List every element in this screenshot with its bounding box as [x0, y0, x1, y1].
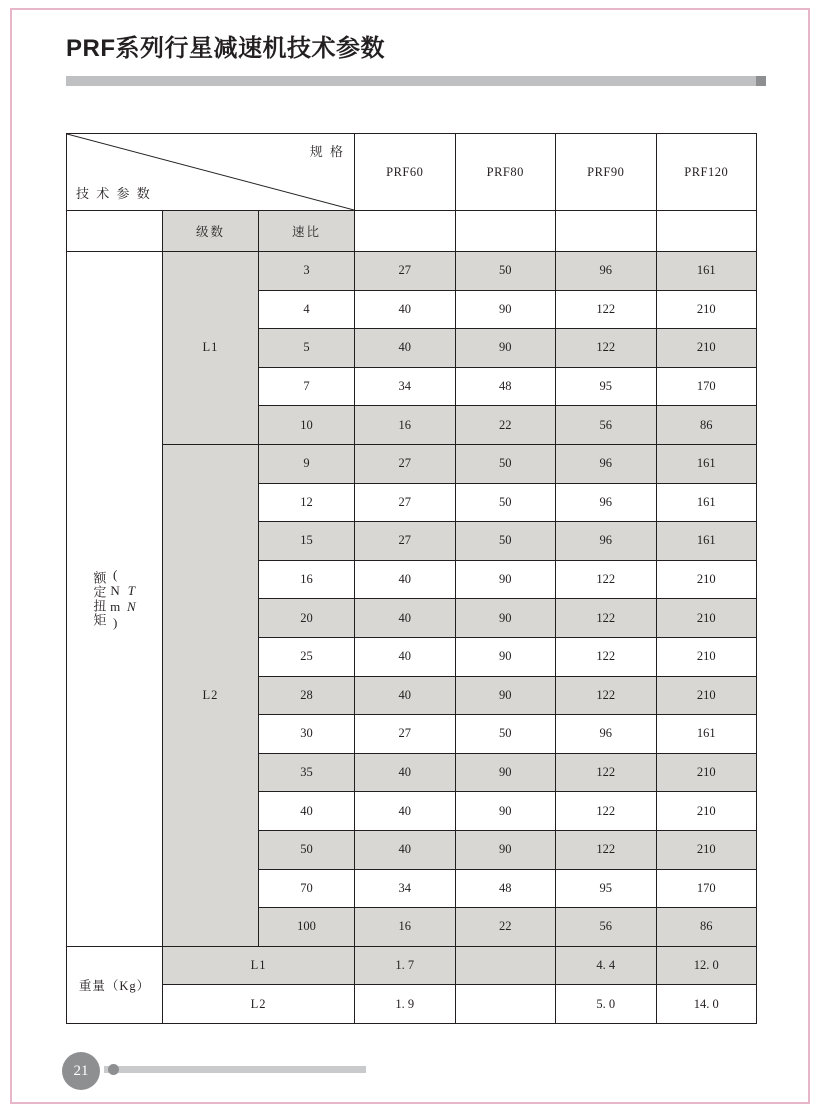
weight-stage-cell: L1 — [163, 946, 355, 985]
rated-torque-symbol: TN — [123, 582, 139, 615]
weight-value-cell: 14. 0 — [656, 985, 757, 1024]
torque-cell: 40 — [355, 290, 456, 329]
torque-cell: 122 — [556, 329, 657, 368]
torque-cell: 27 — [355, 483, 456, 522]
torque-cell: 48 — [455, 367, 556, 406]
torque-cell: 56 — [556, 908, 657, 947]
subheader-blank-0 — [355, 211, 456, 252]
spec-label: 规 格 — [309, 144, 346, 159]
torque-cell: 90 — [455, 753, 556, 792]
torque-cell: 90 — [455, 329, 556, 368]
torque-cell: 90 — [455, 560, 556, 599]
weight-value-cell: 12. 0 — [656, 946, 757, 985]
subheader-blank-1 — [455, 211, 556, 252]
torque-cell: 22 — [455, 406, 556, 445]
torque-cell: 50 — [455, 252, 556, 291]
torque-cell: 40 — [355, 792, 456, 831]
torque-cell: 50 — [455, 483, 556, 522]
torque-cell: 86 — [656, 406, 757, 445]
rated-torque-label-cell — [67, 252, 163, 947]
ratio-cell: 20 — [259, 599, 355, 638]
stage-cell-l2: L2 — [163, 444, 259, 946]
torque-cell: 50 — [455, 444, 556, 483]
ratio-cell: 4 — [259, 290, 355, 329]
spec-table — [66, 133, 757, 1024]
weight-value-cell: 4. 4 — [556, 946, 657, 985]
ratio-cell: 30 — [259, 715, 355, 754]
torque-cell: 122 — [556, 830, 657, 869]
torque-cell: 90 — [455, 830, 556, 869]
torque-cell: 210 — [656, 329, 757, 368]
weight-label-cell: 重量（Kg） — [67, 946, 163, 1023]
subheader-ratio: 速比 — [259, 211, 355, 252]
torque-cell: 16 — [355, 908, 456, 947]
weight-stage-cell: L2 — [163, 985, 355, 1024]
ratio-cell: 7 — [259, 367, 355, 406]
torque-cell: 48 — [455, 869, 556, 908]
ratio-cell: 9 — [259, 444, 355, 483]
ratio-cell: 12 — [259, 483, 355, 522]
subheader-blank-3 — [656, 211, 757, 252]
torque-cell: 161 — [656, 715, 757, 754]
ratio-cell: 40 — [259, 792, 355, 831]
weight-value-cell: 1. 9 — [355, 985, 456, 1024]
torque-cell: 96 — [556, 444, 657, 483]
torque-cell: 170 — [656, 869, 757, 908]
torque-cell: 40 — [355, 637, 456, 676]
ratio-cell: 100 — [259, 908, 355, 947]
page-border-top — [10, 8, 810, 10]
parameter-label: 技 术 参 数 — [76, 186, 152, 201]
torque-cell: 122 — [556, 753, 657, 792]
table-row — [67, 252, 757, 291]
torque-cell: 170 — [656, 367, 757, 406]
model-header-1: PRF80 — [455, 134, 556, 211]
torque-cell: 161 — [656, 483, 757, 522]
torque-cell: 40 — [355, 753, 456, 792]
model-header-2: PRF90 — [556, 134, 657, 211]
footer-rule — [104, 1066, 366, 1073]
torque-cell: 56 — [556, 406, 657, 445]
torque-cell: 161 — [656, 522, 757, 561]
weight-value-cell — [455, 946, 556, 985]
torque-cell: 210 — [656, 560, 757, 599]
torque-cell: 27 — [355, 522, 456, 561]
torque-cell: 122 — [556, 290, 657, 329]
torque-cell: 90 — [455, 676, 556, 715]
page-border-right — [808, 8, 810, 1104]
ratio-cell: 70 — [259, 869, 355, 908]
weight-value-cell: 5. 0 — [556, 985, 657, 1024]
weight-value-cell — [455, 985, 556, 1024]
torque-cell: 40 — [355, 560, 456, 599]
page-border-bottom — [10, 1102, 810, 1104]
ratio-cell: 35 — [259, 753, 355, 792]
torque-cell: 90 — [455, 792, 556, 831]
torque-cell: 34 — [355, 367, 456, 406]
torque-cell: 27 — [355, 715, 456, 754]
torque-cell: 210 — [656, 637, 757, 676]
torque-cell: 122 — [556, 599, 657, 638]
torque-cell: 40 — [355, 599, 456, 638]
ratio-cell: 25 — [259, 637, 355, 676]
torque-cell: 96 — [556, 715, 657, 754]
torque-cell: 122 — [556, 792, 657, 831]
table-row — [67, 444, 757, 483]
ratio-cell: 5 — [259, 329, 355, 368]
torque-cell: 34 — [355, 869, 456, 908]
torque-cell: 96 — [556, 252, 657, 291]
page-title: PRF系列行星减速机技术参数 — [66, 35, 385, 62]
torque-cell: 122 — [556, 637, 657, 676]
torque-cell: 50 — [455, 715, 556, 754]
torque-cell: 40 — [355, 329, 456, 368]
torque-cell: 210 — [656, 599, 757, 638]
ratio-cell: 15 — [259, 522, 355, 561]
torque-cell: 27 — [355, 444, 456, 483]
ratio-cell: 50 — [259, 830, 355, 869]
torque-cell: 16 — [355, 406, 456, 445]
subheader-blank-2 — [556, 211, 657, 252]
torque-cell: 95 — [556, 869, 657, 908]
torque-cell: 90 — [455, 637, 556, 676]
weight-row — [67, 946, 757, 985]
torque-cell: 50 — [455, 522, 556, 561]
torque-cell: 40 — [355, 830, 456, 869]
page-number-badge: 21 — [62, 1052, 100, 1090]
ratio-cell: 10 — [259, 406, 355, 445]
torque-cell: 95 — [556, 367, 657, 406]
torque-cell: 210 — [656, 792, 757, 831]
corner-header-cell — [67, 134, 355, 211]
torque-cell: 210 — [656, 830, 757, 869]
rated-torque-label: 额定扭矩 — [91, 570, 107, 627]
torque-cell: 161 — [656, 444, 757, 483]
torque-cell: 161 — [656, 252, 757, 291]
torque-cell: 122 — [556, 560, 657, 599]
spec-table-wrapper — [66, 133, 756, 1024]
torque-cell: 86 — [656, 908, 757, 947]
model-header-0: PRF60 — [355, 134, 456, 211]
ratio-cell: 16 — [259, 560, 355, 599]
torque-cell: 210 — [656, 753, 757, 792]
table-subheader-row — [67, 211, 757, 252]
torque-cell: 210 — [656, 676, 757, 715]
header-rule-cap — [756, 76, 766, 86]
weight-value-cell: 1. 7 — [355, 946, 456, 985]
subheader-stage: 级数 — [163, 211, 259, 252]
page-border-left — [10, 8, 12, 1104]
model-header-3: PRF120 — [656, 134, 757, 211]
ratio-cell: 3 — [259, 252, 355, 291]
footer-dot — [108, 1064, 119, 1075]
torque-cell: 122 — [556, 676, 657, 715]
torque-cell: 210 — [656, 290, 757, 329]
subheader-blank — [67, 211, 163, 252]
ratio-cell: 28 — [259, 676, 355, 715]
torque-cell: 90 — [455, 290, 556, 329]
table-header-row — [67, 134, 757, 211]
torque-cell: 22 — [455, 908, 556, 947]
torque-cell: 96 — [556, 522, 657, 561]
torque-cell: 96 — [556, 483, 657, 522]
header-rule — [66, 76, 756, 86]
torque-cell: 40 — [355, 676, 456, 715]
torque-cell: 27 — [355, 252, 456, 291]
rated-torque-unit: (Nm) — [107, 566, 123, 631]
torque-cell: 90 — [455, 599, 556, 638]
stage-cell-l1: L1 — [163, 252, 259, 445]
weight-row — [67, 985, 757, 1024]
